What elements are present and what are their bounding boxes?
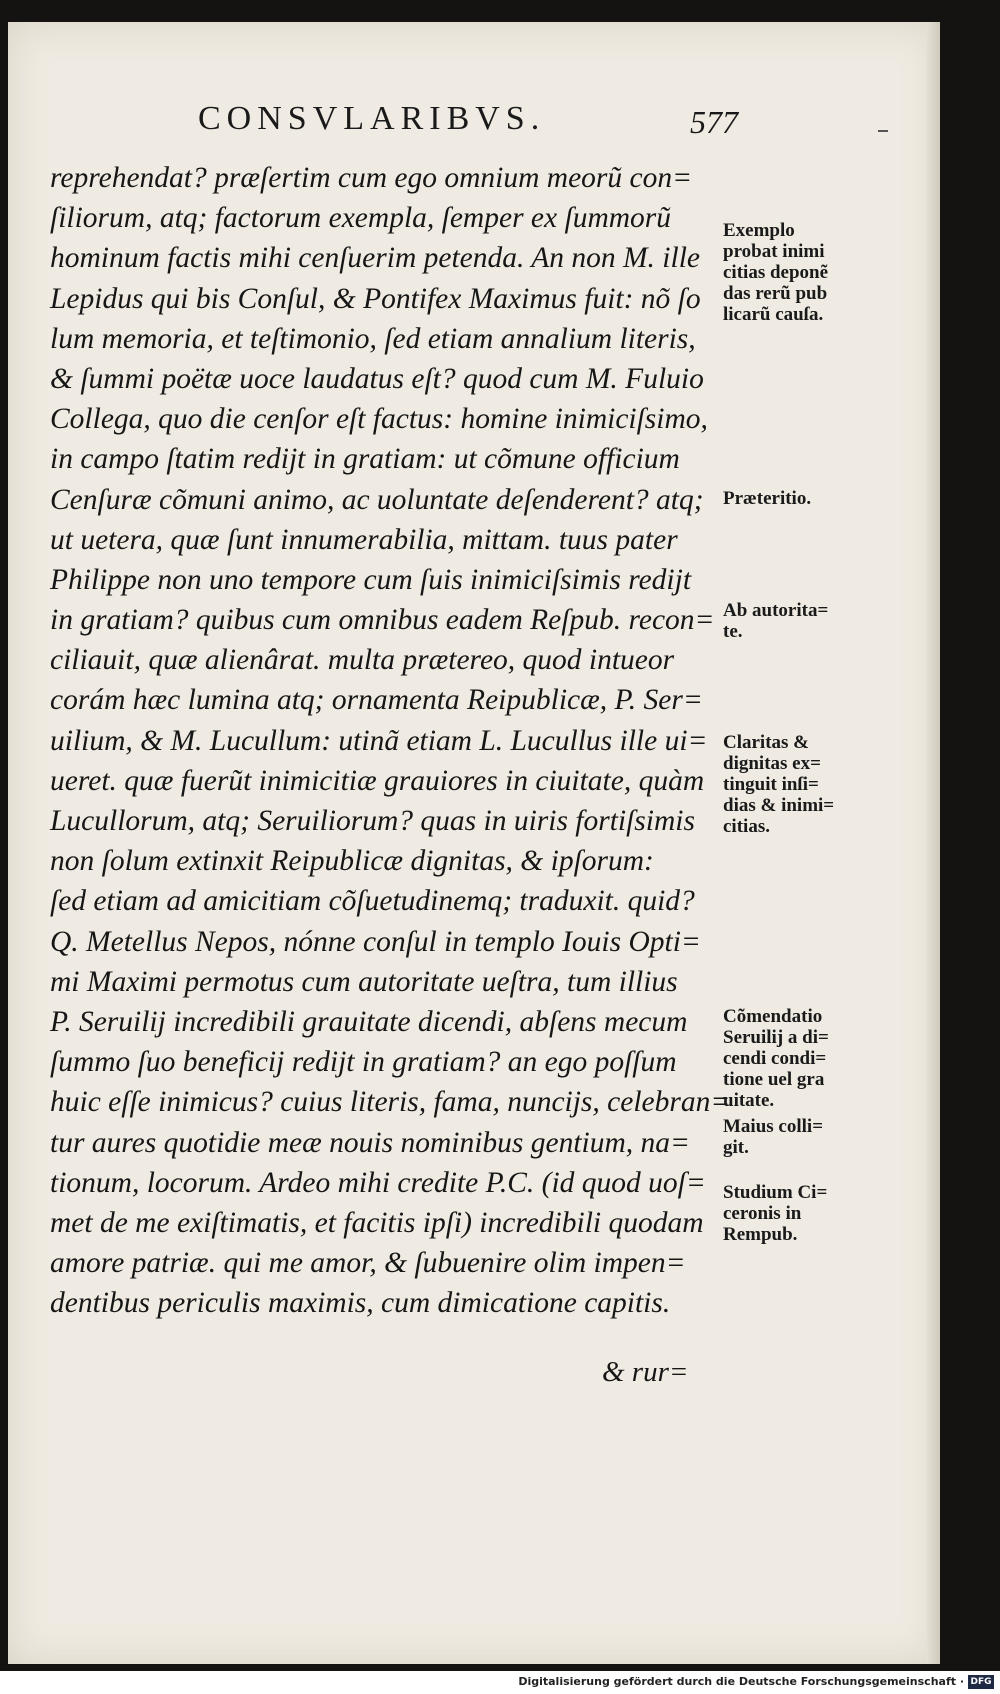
text-line: dentibus periculis maximis, cum dimicatione capitis. xyxy=(50,1287,671,1320)
folio-number: 577 xyxy=(690,104,738,140)
text-line: Philippe non uno tempore cum ſuis inimiciſsimis rediјt xyxy=(50,563,692,596)
note-line: Maius colli= xyxy=(723,1116,824,1137)
note-line: Claritas & xyxy=(723,732,810,753)
text-line: ſed etiam ad amicitiam cõſuetudinemq; traduxit. quid? xyxy=(50,885,695,918)
text-line: reprehendat? præſertim cum ego omnium meorũ con= xyxy=(50,162,693,194)
margin-note-exemplo xyxy=(723,220,828,325)
note-line: ceronis in xyxy=(723,1203,802,1224)
margin-note-praeteritio xyxy=(723,488,811,509)
text-line: in gratiam? quibus cum omnibus eadem Reſpub. recon= xyxy=(50,604,715,637)
page-edge xyxy=(926,22,940,1664)
margin-note-maius xyxy=(723,1116,823,1158)
note-line: Studium Ci= xyxy=(723,1182,828,1203)
note-line: probat inimi xyxy=(723,241,825,262)
note-line: citias. xyxy=(723,816,770,837)
text-line: ſiliorum, atq; factorum exempla, ſemper ex ſummorũ xyxy=(50,202,672,235)
page-header xyxy=(198,100,738,150)
dfg-logo-icon: DFG xyxy=(968,1675,994,1689)
text-line: uilium, & M. Lucullum: utinã etiam L. Lucullus ille ui= xyxy=(50,724,708,757)
body-text xyxy=(50,158,731,1323)
note-line: Rempub. xyxy=(723,1224,798,1245)
text-line: tur aures quotidie meæ nouis nominibus gentium, na= xyxy=(50,1126,690,1159)
text-line: non ſolum extinxit Reipublicæ dignitas, & ipſorum: xyxy=(50,845,654,878)
text-line: ciliauit, quæ alienârat. multa prætereo, quod intueor xyxy=(50,644,675,677)
note-line: das rerũ pub xyxy=(723,283,828,304)
note-line: licarũ cauſa. xyxy=(723,304,824,325)
note-line: Cõmendatio xyxy=(723,1006,823,1027)
text-line: lum memoria, et teſtimonio, ſed etiam annalium literis, xyxy=(50,322,696,355)
text-line: in campo ſtatim rediјt in gratiam: ut cõmune officium xyxy=(50,443,680,476)
note-line: citias deponẽ xyxy=(723,262,829,283)
digitization-footer xyxy=(0,1671,1000,1694)
book-page xyxy=(8,22,940,1664)
text-line: Q. Metellus Nepos, nónne conſul in templo Iouis Opti= xyxy=(50,925,701,958)
text-line: tionum, locorum. Ardeo mihi credite P.C. (id quod uoſ= xyxy=(50,1166,706,1199)
text-line: ueret. quæ fuerũt inimicitiæ grauiores in ciuitate, quàm xyxy=(50,764,705,797)
note-line: dias & inimi= xyxy=(723,795,835,816)
text-line: huic eſſe inimicus? cuius literis, fama, nuncijs, celebran= xyxy=(50,1086,731,1119)
text-line: Cenſuræ cõmuni animo, ac uoluntate deſenderent? atq; xyxy=(50,483,704,516)
note-line: git. xyxy=(723,1137,749,1158)
digitization-credit: Digitalisierung gefördert durch die Deutsche Forschungsgemeinschaft · xyxy=(518,1675,964,1688)
text-line: ut uetera, quæ ſunt innumerabilia, mittam. tuus pater xyxy=(50,523,678,556)
margin-note-studium xyxy=(723,1182,827,1245)
note-line: tinguit inſi= xyxy=(723,774,819,795)
margin-note-ab-autoritate xyxy=(723,600,828,642)
note-line: Ab autorita= xyxy=(723,600,829,621)
text-line: amore patriæ. qui me amor, & ſubuenire olim impen= xyxy=(50,1247,686,1280)
note-line: uitate. xyxy=(723,1090,775,1111)
margin-note-claritas xyxy=(723,732,834,837)
text-line: Lepidus qui bis Conſul, & Pontifex Maximus fuit: nõ ſo xyxy=(50,282,701,315)
text-line: met de me exiſtimatis, et facitis ipſi) incredibili quodam xyxy=(50,1206,704,1239)
text-line: corám hæc lumina atq; ornamenta Reipublicæ, P. Ser= xyxy=(50,684,703,717)
note-line: te. xyxy=(723,621,743,642)
note-line: Præteritio. xyxy=(723,488,812,509)
text-line: hominum factis mihi cenſuerim petenda. An non M. ille xyxy=(50,242,700,275)
running-head: CONSVLARIBVS. xyxy=(198,100,546,137)
margin-note-commendatio xyxy=(723,1006,829,1111)
note-line: cendi condi= xyxy=(723,1048,827,1069)
note-line: tione uel gra xyxy=(723,1069,825,1090)
text-line: & ſummi poëtæ uoce laudatus eſt? quod cum M. Fuluio xyxy=(50,362,704,395)
text-line: mi Maximi permotus cum autoritate ueſtra, tum illius xyxy=(50,965,678,998)
text-line: ſummo ſuo beneficij rediјt in gratiam? an ego poſſum xyxy=(50,1046,677,1079)
text-line: Lucullorum, atq; Seruiliorum? quas in uiris fortiſsimis xyxy=(50,805,695,837)
text-line: Collega, quo die cenſor eſt factus: homine inimiciſsimo, xyxy=(50,403,708,436)
note-line: Seruilij a di= xyxy=(723,1027,829,1048)
catchword: & rur= xyxy=(602,1356,689,1388)
note-line: dignitas ex= xyxy=(723,753,821,774)
text-line: P. Seruilij incredibili grauitate dicendi, abſens mecum xyxy=(50,1005,688,1038)
note-line: Exemplo xyxy=(723,220,795,241)
margin-tick-mark xyxy=(878,130,888,132)
